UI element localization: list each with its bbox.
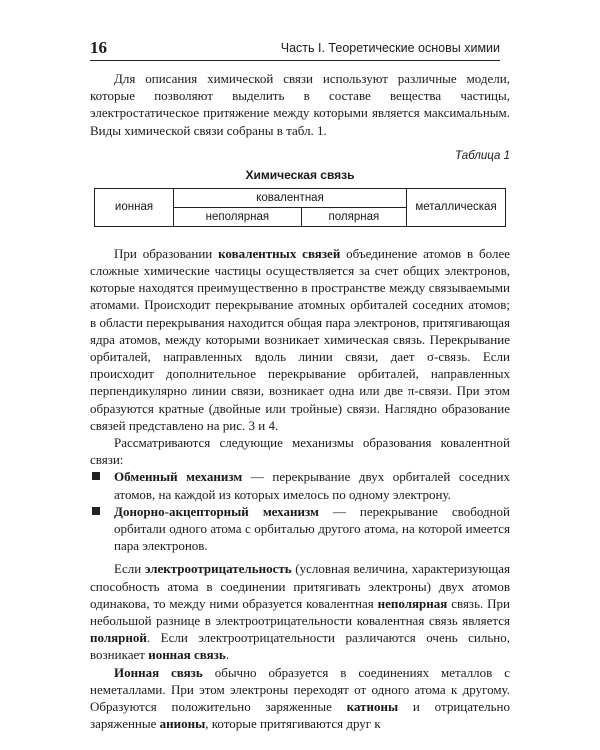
cell-nonpolar: неполярная (174, 207, 302, 226)
cell-polar: полярная (301, 207, 406, 226)
term-cations: катионы (346, 699, 399, 715)
bond-types-table (94, 188, 506, 227)
running-head: Часть I. Теоретические основы химии (280, 41, 500, 55)
term-covalent-bonds: ковалентных связей (218, 245, 341, 261)
term-anions: анионы (159, 716, 206, 732)
term-donor-acceptor: Донорно-акцепторный механизм (114, 503, 319, 519)
intro-paragraph: Для описания химической связи используют различные модели, которые позволяют выделить в составе вещества частицы, электростатическое притяжение между которыми является максимальным. Виды химической связи собраны в табл. 1. (90, 71, 510, 138)
table-title: Химическая связь (245, 167, 355, 182)
bullet-square-icon (92, 507, 100, 515)
page-header (90, 38, 500, 61)
term-exchange-mechanism: Обменный механизм (114, 469, 243, 485)
bullet-square-icon (92, 472, 100, 480)
bullet-donor-acceptor: Донорно-акцепторный механизм — перекрывание свободной орбитали одного атома с орбиталью другого атома, на которой имеется пара электронов. (90, 503, 510, 555)
cell-covalent: ковалентная (174, 188, 407, 207)
page-number: 16 (90, 38, 107, 57)
term-nonpolar: неполярная (377, 595, 448, 611)
term-ionic-bond-heading: Ионная связь (114, 664, 203, 680)
term-electronegativity: электроотрицательность (144, 561, 292, 577)
cell-metallic: металлическая (407, 188, 506, 226)
cell-ionic: ионная (95, 188, 174, 226)
page-body (90, 70, 510, 733)
term-polar: полярной (90, 630, 147, 646)
electronegativity-paragraph: Если электроотрицательность (условная величина, характеризующая способность атома в соединении притягивать электроны) двух атомов одинакова, то между ними образуется ковалентная неполярная связь. При небольшой разнице в электроотрицательности ковалентная связь является полярной. Если электроотрицательности различаются очень сильно, возникает ионная связь. (90, 561, 511, 663)
mechanisms-paragraph: Рассматриваются следующие механизмы образования ковалентной связи: (90, 435, 510, 468)
ionic-paragraph: Ионная связь обычно образуется в соединениях металлов с неметаллами. При этом электроны переходят от одного атома к другому. Образуются положительно заряженные катионы и отрицательно заряженные анионы, которые притягиваются друг к (90, 664, 510, 732)
term-ionic-bond: ионная связь (148, 647, 226, 663)
bullet-exchange: Обменный механизм — перекрывание двух орбиталей соседних атомов, на каждой из которых имелось по одному электрону. (90, 468, 510, 502)
table-caption: Таблица 1 (455, 149, 510, 162)
covalent-paragraph: При образовании ковалентных связей объединение атомов в более сложные химические частицы осуществляется за счет общих электронов, которые находятся преимущественно в пространстве между связываемыми атомами. Происходит перекрывание атомных орбиталей соседних атомов; в области перекрывания находится общая пара электронов, притягивающая ядра атомов, между которыми возникает химическая связь. Перекрывание орбиталей, направленных вдоль линии связи, дает σ-связь. Если происходит дополнительное перекрывание орбиталей, направленных перпендикулярно линии связи, возникает одна или две π-связи. При этом образуются кратные (двойные или тройные) связи. Наглядно образование связей представлено на рис. 3 и 4. (90, 245, 510, 433)
